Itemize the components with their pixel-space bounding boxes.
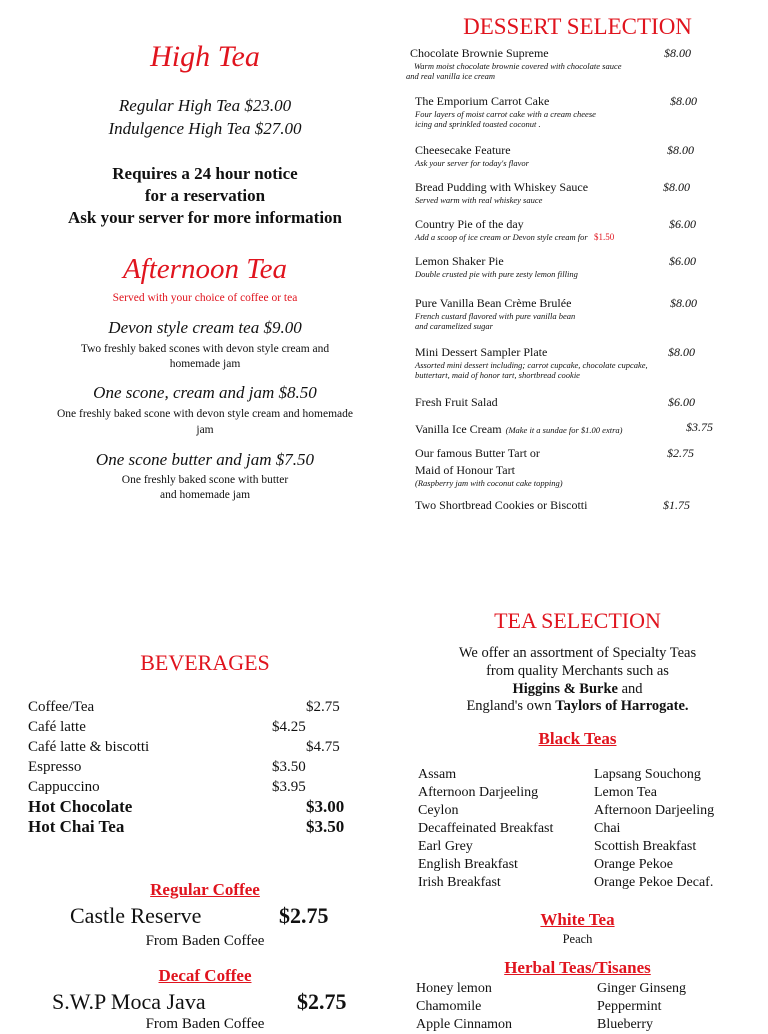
dessert-price: $8.00 (670, 296, 697, 310)
tea-intro-england: England's own (466, 698, 556, 714)
regular-coffee-name: Castle Reserve (70, 903, 202, 928)
dessert-price: $8.00 (668, 345, 695, 359)
black-tea-list-right (594, 766, 714, 892)
beverage-price: $3.50 (272, 759, 306, 775)
beverage-name: Café latte & biscotti (28, 739, 150, 755)
tea-item: Ginger Ginseng (597, 981, 687, 996)
afternoon-item-desc: and homemade jam (159, 489, 251, 501)
dessert-price: $8.00 (670, 94, 697, 108)
dessert-desc: and caramelized sugar (415, 321, 493, 331)
tea-item: Orange Pekoe (594, 857, 673, 872)
tea-item: Lapsang Souchong (594, 767, 701, 782)
afternoon-item-desc: jam (196, 424, 214, 436)
afternoon-item-name: Devon style cream tea $9.00 (108, 318, 302, 337)
afternoon-item-name: One scone, cream and jam $8.50 (93, 383, 317, 402)
tea-intro-and: and (617, 681, 643, 697)
beverage-price: $3.00 (306, 797, 345, 816)
decaf-coffee-price: $2.75 (297, 989, 347, 1014)
dessert-desc: (Make it a sundae for $1.00 extra) (505, 425, 623, 435)
beverage-name: Espresso (28, 759, 82, 775)
dessert-name: Chocolate Brownie Supreme (410, 46, 549, 60)
afternoon-item-desc: One freshly baked scone with butter (121, 474, 289, 486)
dessert-desc: buttertart, maid of honor tart, shortbread cookie (415, 370, 580, 380)
tea-item: Blueberry (597, 1017, 653, 1032)
tea-intro-line: from quality Merchants such as (486, 663, 669, 679)
dessert-price: $8.00 (667, 143, 694, 157)
dessert-desc: Four layers of moist carrot cake with a cream cheese (415, 109, 596, 119)
dessert-name: Mini Dessert Sampler Plate (415, 345, 548, 359)
afternoon-item-desc: Two freshly baked scones with devon style cream and (80, 343, 330, 355)
decaf-coffee-name: S.W.P Moca Java (52, 989, 206, 1014)
dessert-name: Our famous Butter Tart or (415, 446, 540, 460)
tea-item: Orange Pekoe Decaf. (594, 875, 714, 890)
dessert-name: The Emporium Carrot Cake (415, 94, 550, 108)
tea-item: Earl Grey (418, 839, 473, 854)
tea-item: Assam (418, 767, 457, 782)
dessert-name: Lemon Shaker Pie (415, 254, 504, 268)
dessert-title: DESSERT SELECTION (463, 14, 692, 39)
dessert-name: Bread Pudding with Whiskey Sauce (415, 180, 589, 194)
indulgence-high-tea: Indulgence High Tea $27.00 (108, 119, 302, 138)
white-tea-heading: White Tea (540, 910, 615, 929)
beverage-price: $4.25 (272, 719, 306, 735)
dessert-name: Fresh Fruit Salad (415, 395, 498, 409)
beverage-price: $4.75 (306, 739, 340, 755)
dessert-desc: French custard flavored with pure vanilla bean (415, 311, 576, 321)
regular-coffee-price: $2.75 (279, 903, 329, 928)
beverage-name: Hot Chai Tea (28, 817, 125, 836)
beverages-title: BEVERAGES (140, 650, 270, 675)
black-teas-heading: Black Teas (538, 729, 617, 748)
dessert-desc (415, 232, 715, 242)
dessert-price: $8.00 (664, 46, 691, 60)
dessert-desc: Double crusted pie with pure zesty lemon filling (415, 269, 578, 279)
dessert-desc: Ask your server for today's flavor (415, 158, 529, 168)
dessert-desc-text: Add a scoop of ice cream or Devon style cream for (415, 232, 588, 242)
notice-line-2: for a reservation (144, 186, 266, 205)
decaf-coffee-heading: Decaf Coffee (158, 966, 252, 985)
dessert-price: $6.00 (669, 254, 696, 268)
regular-coffee-source: From Baden Coffee (145, 933, 265, 949)
dessert-name: Cheesecake Feature (415, 143, 511, 157)
dessert-price: $3.75 (686, 420, 713, 434)
dessert-price: $8.00 (663, 180, 690, 194)
dessert-item-vanilla (415, 420, 715, 438)
tea-intro-line: We offer an assortment of Specialty Teas (458, 645, 697, 661)
notice-line-1: Requires a 24 hour notice (112, 164, 298, 183)
beverage-name: Cappuccino (28, 779, 100, 795)
dessert-name: Maid of Honour Tart (415, 463, 515, 477)
dessert-desc: Warm moist chocolate brownie covered with chocolate sauce (414, 61, 622, 71)
merchant-taylors: Taylors of Harrogate. (555, 698, 689, 714)
afternoon-item-desc: homemade jam (169, 358, 241, 370)
tea-item: Scottish Breakfast (594, 839, 697, 854)
tea-item: Chamomile (416, 999, 482, 1014)
dessert-desc: icing and sprinkled toasted coconut . (415, 119, 541, 129)
dessert-item (406, 46, 706, 81)
merchant-higgins-burke: Higgins & Burke (512, 681, 618, 697)
addon-price: $1.50 (594, 232, 615, 242)
dessert-name: Vanilla Ice Cream (415, 422, 502, 436)
tea-item: English Breakfast (418, 857, 518, 872)
tea-item: Apple Cinnamon (416, 1017, 513, 1032)
dessert-name: Country Pie of the day (415, 217, 524, 231)
beverage-name: Coffee/Tea (28, 699, 95, 715)
tea-item: Decaffeinated Breakfast (418, 821, 554, 836)
decaf-coffee-source: From Baden Coffee (145, 1016, 265, 1032)
dessert-name: Pure Vanilla Bean Crème Brulée (415, 296, 572, 310)
tea-item: Peppermint (597, 999, 662, 1014)
tea-item: Chai (594, 821, 621, 836)
afternoon-tea-subtitle: Served with your choice of coffee or tea (112, 292, 298, 304)
dessert-desc: Assorted mini dessert including; carrot cupcake, chocolate cupcake, (415, 360, 648, 370)
regular-high-tea: Regular High Tea $23.00 (118, 96, 292, 115)
afternoon-item-name: One scone butter and jam $7.50 (95, 450, 315, 469)
tea-item: Ceylon (418, 803, 459, 818)
afternoon-tea-title: Afternoon Tea (122, 253, 288, 285)
beverage-name: Café latte (28, 719, 86, 735)
dessert-price: $6.00 (669, 217, 696, 231)
notice-line-3: Ask your server for more information (67, 208, 342, 227)
afternoon-item-desc: One freshly baked scone with devon style cream and homemade (56, 408, 354, 420)
white-tea-items: Peach (562, 932, 593, 946)
dessert-name: Two Shortbread Cookies or Biscotti (415, 498, 588, 512)
tea-item: Irish Breakfast (418, 875, 501, 890)
beverage-name: Hot Chocolate (28, 797, 133, 816)
tea-item: Honey lemon (416, 981, 492, 996)
beverage-price: $3.95 (272, 779, 306, 795)
herbal-teas-heading: Herbal Teas/Tisanes (504, 958, 651, 977)
beverage-price: $3.50 (306, 817, 345, 836)
regular-coffee-heading: Regular Coffee (150, 880, 260, 899)
dessert-list (406, 46, 726, 516)
dessert-desc: and real vanilla ice cream (406, 71, 496, 81)
dessert-price: $2.75 (667, 446, 694, 460)
dessert-price: $1.75 (663, 498, 690, 512)
herbal-tea-list-left (416, 980, 512, 1034)
tea-item: Lemon Tea (594, 785, 657, 800)
beverage-price: $2.75 (306, 699, 340, 715)
dessert-price: $6.00 (668, 395, 695, 409)
tea-item: Afternoon Darjeeling (418, 785, 539, 800)
tea-intro-line (400, 681, 755, 698)
tea-intro-line (400, 698, 755, 715)
black-tea-list-left (418, 766, 553, 892)
high-tea-title: High Tea (150, 40, 260, 73)
tea-selection-title: TEA SELECTION (494, 608, 661, 633)
dessert-desc: Served warm with real whiskey sauce (415, 195, 543, 205)
herbal-tea-list-right (597, 980, 686, 1034)
dessert-desc: (Raspberry jam with coconut cake topping) (415, 478, 563, 488)
tea-item: Afternoon Darjeeling (594, 803, 715, 818)
